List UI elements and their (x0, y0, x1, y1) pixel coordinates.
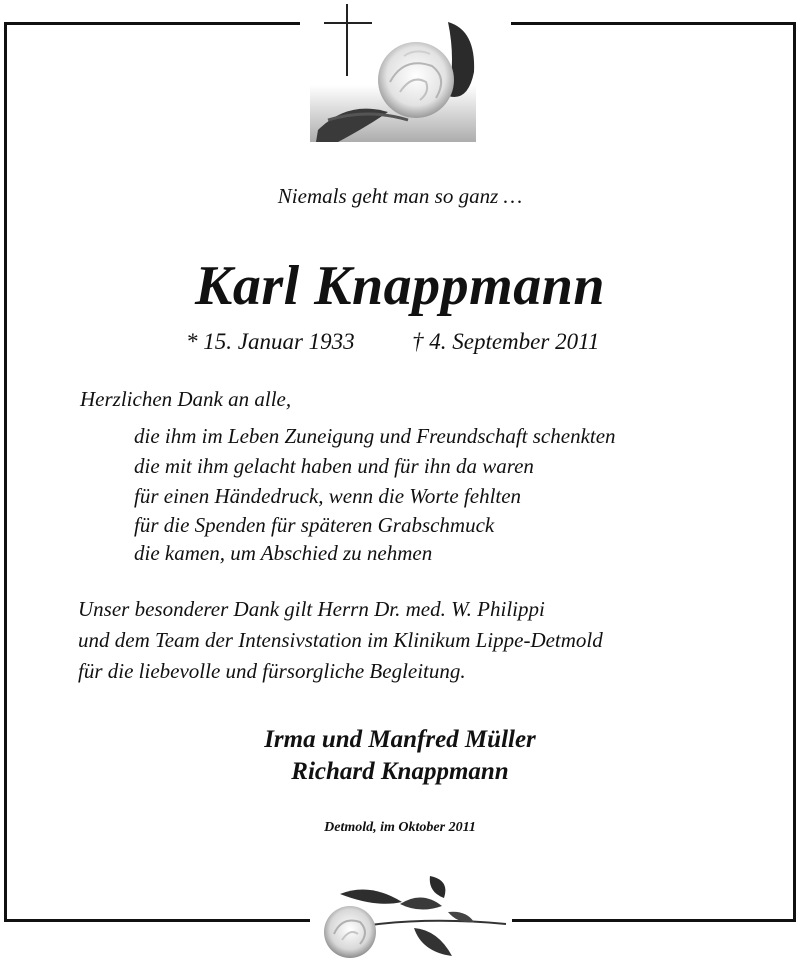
thanks-line: die ihm im Leben Zuneigung und Freundschaft schenkten (134, 424, 616, 448)
motto: Niemals geht man so ganz … (277, 184, 523, 208)
thanks-line: für einen Händedruck, wenn die Worte fehlten (134, 484, 522, 508)
frame-top-right (511, 22, 796, 25)
cross-and-rose-icon (308, 0, 478, 145)
deceased-name: Karl Knappmann (194, 255, 606, 317)
thanks-line: für die Spenden für späteren Grabschmuck (134, 513, 495, 537)
frame-left (4, 22, 7, 922)
thanks-line: die mit ihm gelacht haben und für ihn da waren (134, 454, 534, 478)
special-thanks-line: Unser besonderer Dank gilt Herrn Dr. med. W. Philippi (78, 597, 545, 621)
signature-line: Richard Knappmann (291, 758, 509, 785)
frame-bottom-left (4, 919, 310, 922)
special-thanks-line: und dem Team der Intensivstation im Klinikum Lippe-Detmold (78, 628, 603, 652)
death-date: † 4. September 2011 (412, 329, 600, 354)
thanks-line: die kamen, um Abschied zu nehmen (134, 541, 433, 565)
special-thanks-line: für die liebevolle und fürsorgliche Begleitung. (78, 659, 466, 683)
place-date: Detmold, im Oktober 2011 (324, 820, 476, 835)
signature-line: Irma und Manfred Müller (264, 726, 536, 753)
thanks-intro: Herzlichen Dank an alle, (80, 387, 292, 411)
birth-date: * 15. Januar 1933 (186, 329, 355, 354)
frame-top-left (4, 22, 300, 25)
frame-right (793, 22, 796, 922)
rose-branch-icon (310, 876, 510, 963)
frame-bottom-right (512, 919, 796, 922)
